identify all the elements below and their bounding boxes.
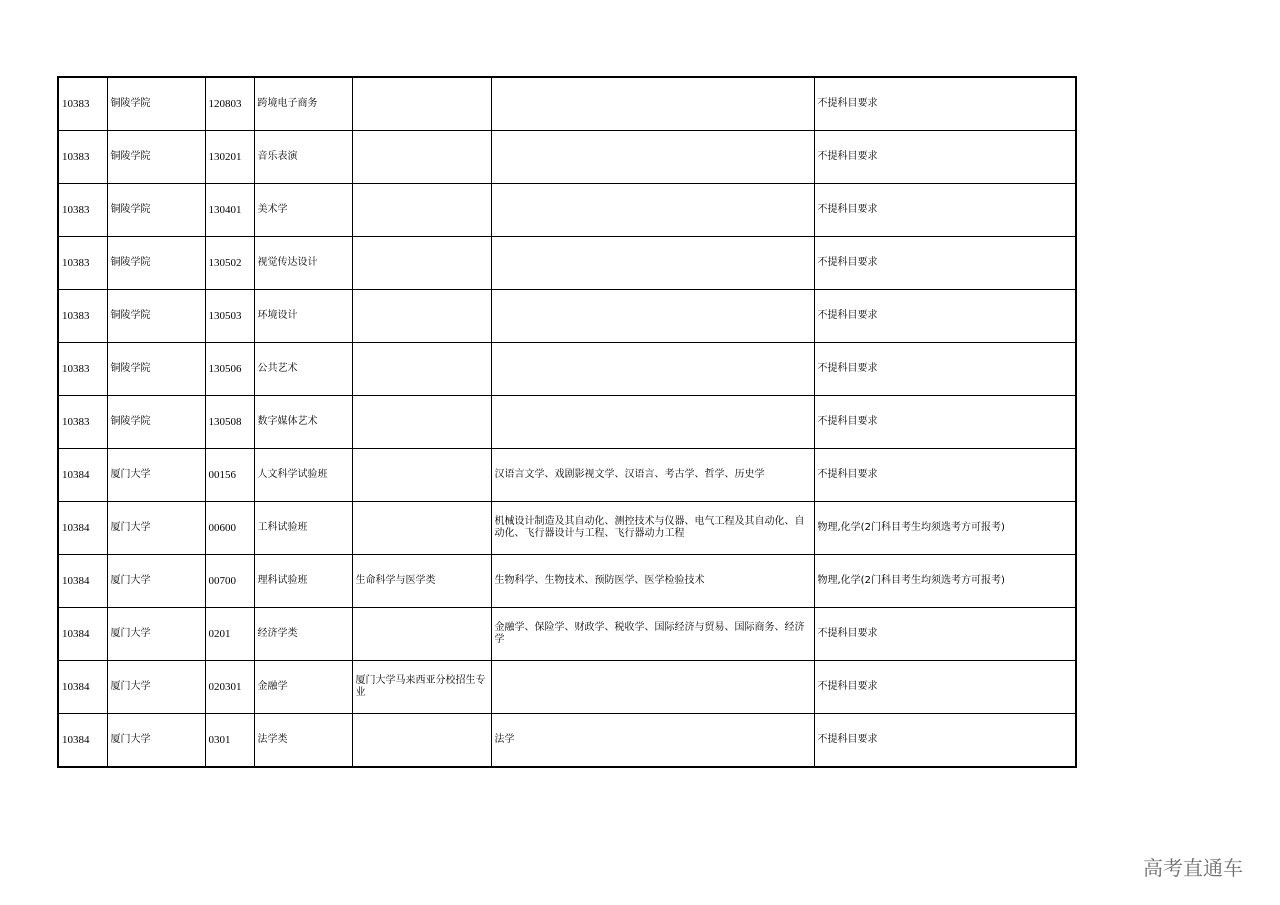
cell-major-code: 00600 — [205, 502, 254, 555]
cell-major-name: 公共艺术 — [254, 343, 352, 396]
cell-major-code: 020301 — [205, 661, 254, 714]
cell-subject-requirement: 不提科目要求 — [814, 714, 1076, 768]
cell-included-majors — [491, 290, 814, 343]
cell-major-code: 130401 — [205, 184, 254, 237]
cell-included-majors: 机械设计制造及其自动化、测控技术与仪器、电气工程及其自动化、自动化、飞行器设计与工程、飞行器动力工程 — [491, 502, 814, 555]
table-row — [58, 661, 1076, 714]
cell-included-majors — [491, 131, 814, 184]
table-row — [58, 502, 1076, 555]
cell-major-code: 00156 — [205, 449, 254, 502]
cell-included-majors — [491, 661, 814, 714]
cell-note: 生命科学与医学类 — [352, 555, 491, 608]
cell-subject-requirement: 不提科目要求 — [814, 184, 1076, 237]
cell-major-name: 视觉传达设计 — [254, 237, 352, 290]
table-row — [58, 449, 1076, 502]
cell-institution-name: 铜陵学院 — [107, 131, 205, 184]
cell-subject-requirement: 不提科目要求 — [814, 237, 1076, 290]
cell-note — [352, 184, 491, 237]
cell-institution-code: 10383 — [58, 396, 107, 449]
table-row — [58, 714, 1076, 768]
cell-major-name: 金融学 — [254, 661, 352, 714]
cell-institution-name: 铜陵学院 — [107, 184, 205, 237]
cell-major-name: 数字媒体艺术 — [254, 396, 352, 449]
cell-institution-name: 铜陵学院 — [107, 290, 205, 343]
cell-included-majors: 汉语言文学、戏剧影视文学、汉语言、考古学、哲学、历史学 — [491, 449, 814, 502]
cell-institution-code: 10383 — [58, 343, 107, 396]
cell-major-code: 130506 — [205, 343, 254, 396]
cell-included-majors — [491, 237, 814, 290]
cell-institution-code: 10383 — [58, 184, 107, 237]
cell-major-name: 法学类 — [254, 714, 352, 768]
cell-major-code: 0201 — [205, 608, 254, 661]
table-row — [58, 608, 1076, 661]
cell-included-majors — [491, 77, 814, 131]
cell-subject-requirement: 不提科目要求 — [814, 343, 1076, 396]
cell-subject-requirement: 不提科目要求 — [814, 290, 1076, 343]
cell-institution-code: 10383 — [58, 237, 107, 290]
cell-note — [352, 449, 491, 502]
cell-institution-name: 厦门大学 — [107, 449, 205, 502]
cell-subject-requirement: 不提科目要求 — [814, 131, 1076, 184]
cell-major-name: 美术学 — [254, 184, 352, 237]
cell-included-majors — [491, 343, 814, 396]
watermark-logo-text: 高考直通车 — [1143, 856, 1243, 880]
cell-institution-name: 铜陵学院 — [107, 237, 205, 290]
table-row — [58, 237, 1076, 290]
cell-subject-requirement: 不提科目要求 — [814, 608, 1076, 661]
table-body — [58, 77, 1076, 767]
cell-major-name: 跨境电子商务 — [254, 77, 352, 131]
table-row — [58, 77, 1076, 131]
cell-major-code: 130508 — [205, 396, 254, 449]
cell-institution-code: 10384 — [58, 502, 107, 555]
cell-institution-name: 厦门大学 — [107, 608, 205, 661]
cell-institution-name: 厦门大学 — [107, 555, 205, 608]
cell-major-name: 理科试验班 — [254, 555, 352, 608]
cell-institution-name: 厦门大学 — [107, 661, 205, 714]
cell-major-code: 130201 — [205, 131, 254, 184]
cell-subject-requirement: 不提科目要求 — [814, 661, 1076, 714]
cell-institution-name: 铜陵学院 — [107, 396, 205, 449]
cell-note — [352, 290, 491, 343]
cell-major-code: 00700 — [205, 555, 254, 608]
cell-note — [352, 343, 491, 396]
cell-major-name: 环境设计 — [254, 290, 352, 343]
subject-requirements-table — [57, 76, 1077, 768]
cell-included-majors: 法学 — [491, 714, 814, 768]
cell-major-code: 0301 — [205, 714, 254, 768]
cell-included-majors — [491, 396, 814, 449]
cell-institution-name: 厦门大学 — [107, 502, 205, 555]
cell-major-code: 120803 — [205, 77, 254, 131]
cell-note — [352, 502, 491, 555]
cell-note: 厦门大学马来西亚分校招生专业 — [352, 661, 491, 714]
table-row — [58, 184, 1076, 237]
cell-major-name: 人文科学试验班 — [254, 449, 352, 502]
cell-institution-code: 10383 — [58, 77, 107, 131]
cell-major-name: 经济学类 — [254, 608, 352, 661]
cell-note — [352, 237, 491, 290]
cell-institution-code: 10384 — [58, 608, 107, 661]
cell-institution-name: 铜陵学院 — [107, 343, 205, 396]
cell-included-majors — [491, 184, 814, 237]
cell-included-majors: 金融学、保险学、财政学、税收学、国际经济与贸易、国际商务、经济学 — [491, 608, 814, 661]
cell-included-majors: 生物科学、生物技术、预防医学、医学检验技术 — [491, 555, 814, 608]
cell-institution-code: 10384 — [58, 555, 107, 608]
cell-institution-name: 铜陵学院 — [107, 77, 205, 131]
cell-institution-code: 10383 — [58, 290, 107, 343]
cell-institution-code: 10383 — [58, 131, 107, 184]
cell-institution-code: 10384 — [58, 449, 107, 502]
cell-subject-requirement: 物理,化学(2门科目考生均须选考方可报考) — [814, 502, 1076, 555]
table-row — [58, 555, 1076, 608]
cell-major-code: 130502 — [205, 237, 254, 290]
cell-subject-requirement: 不提科目要求 — [814, 77, 1076, 131]
table-row — [58, 396, 1076, 449]
cell-institution-code: 10384 — [58, 714, 107, 768]
cell-major-name: 工科试验班 — [254, 502, 352, 555]
cell-institution-name: 厦门大学 — [107, 714, 205, 768]
table-row — [58, 343, 1076, 396]
cell-subject-requirement: 物理,化学(2门科目考生均须选考方可报考) — [814, 555, 1076, 608]
cell-note — [352, 714, 491, 768]
cell-note — [352, 608, 491, 661]
cell-major-code: 130503 — [205, 290, 254, 343]
cell-note — [352, 396, 491, 449]
cell-institution-code: 10384 — [58, 661, 107, 714]
cell-note — [352, 77, 491, 131]
cell-subject-requirement: 不提科目要求 — [814, 449, 1076, 502]
cell-major-name: 音乐表演 — [254, 131, 352, 184]
cell-subject-requirement: 不提科目要求 — [814, 396, 1076, 449]
table-row — [58, 131, 1076, 184]
table-row — [58, 290, 1076, 343]
cell-note — [352, 131, 491, 184]
